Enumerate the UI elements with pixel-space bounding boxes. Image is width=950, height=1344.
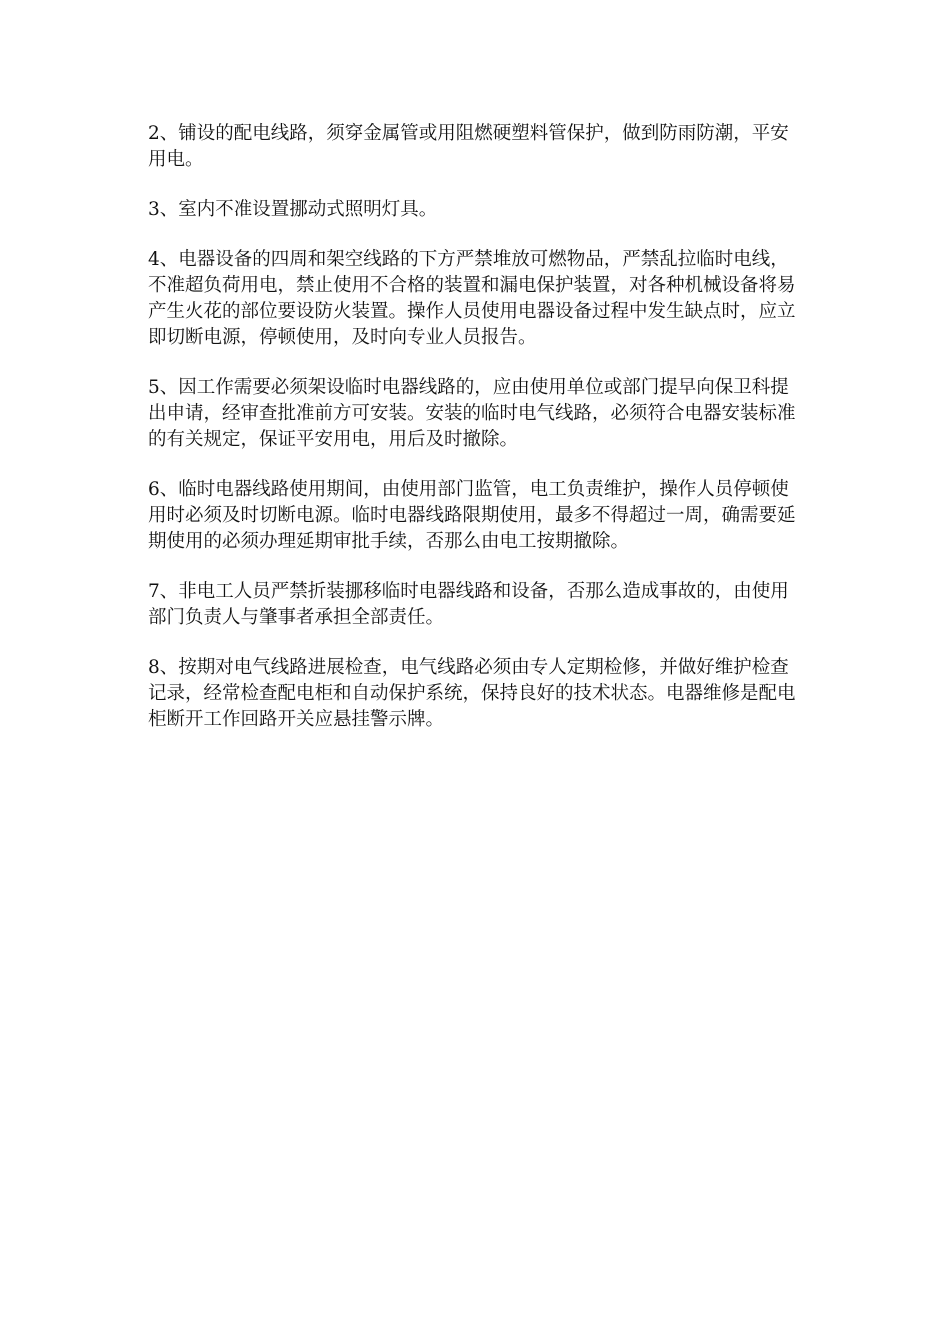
- paragraph-item-4: 4、电器设备的四周和架空线路的下方严禁堆放可燃物品，严禁乱拉临时电线，不准超负荷用电，禁止使用不合格的装置和漏电保护装置，对各种机械设备将易产生火花的部位要设防火装置。操作人员使用电器设备过程中发生缺点时，应立即切断电源，停顿使用，及时向专业人员报告。: [148, 249, 796, 348]
- paragraph-item-2: 2、铺设的配电线路，须穿金属管或用阻燃硬塑料管保护，做到防雨防潮，平安用电。: [148, 123, 789, 170]
- document-body: [148, 121, 804, 757]
- paragraph-item-6: 6、临时电器线路使用期间，由使用部门监管，电工负责维护，操作人员停顿使用时必须及时切断电源。临时电器线路限期使用，最多不得超过一周，确需要延期使用的必须办理延期审批手续，否那么由电工按期撤除。: [148, 479, 796, 552]
- paragraph-item-7: 7、非电工人员严禁折装挪移临时电器线路和设备，否那么造成事故的，由使用部门负责人与肇事者承担全部责任。: [148, 581, 789, 628]
- paragraph-item-3: 3、室内不准设置挪动式照明灯具。: [148, 199, 438, 220]
- paragraph-item-5: 5、因工作需要必须架设临时电器线路的，应由使用单位或部门提早向保卫科提出申请，经审查批准前方可安装。安装的临时电气线路，必须符合电器安装标准的有关规定，保证平安用电，用后及时撤除。: [148, 377, 796, 450]
- paragraph-item-8: 8、按期对电气线路进展检查，电气线路必须由专人定期检修，并做好维护检查记录，经常检查配电柜和自动保护系统，保持良好的技术状态。电器维修是配电柜断开工作回路开关应悬挂警示牌。: [148, 657, 796, 730]
